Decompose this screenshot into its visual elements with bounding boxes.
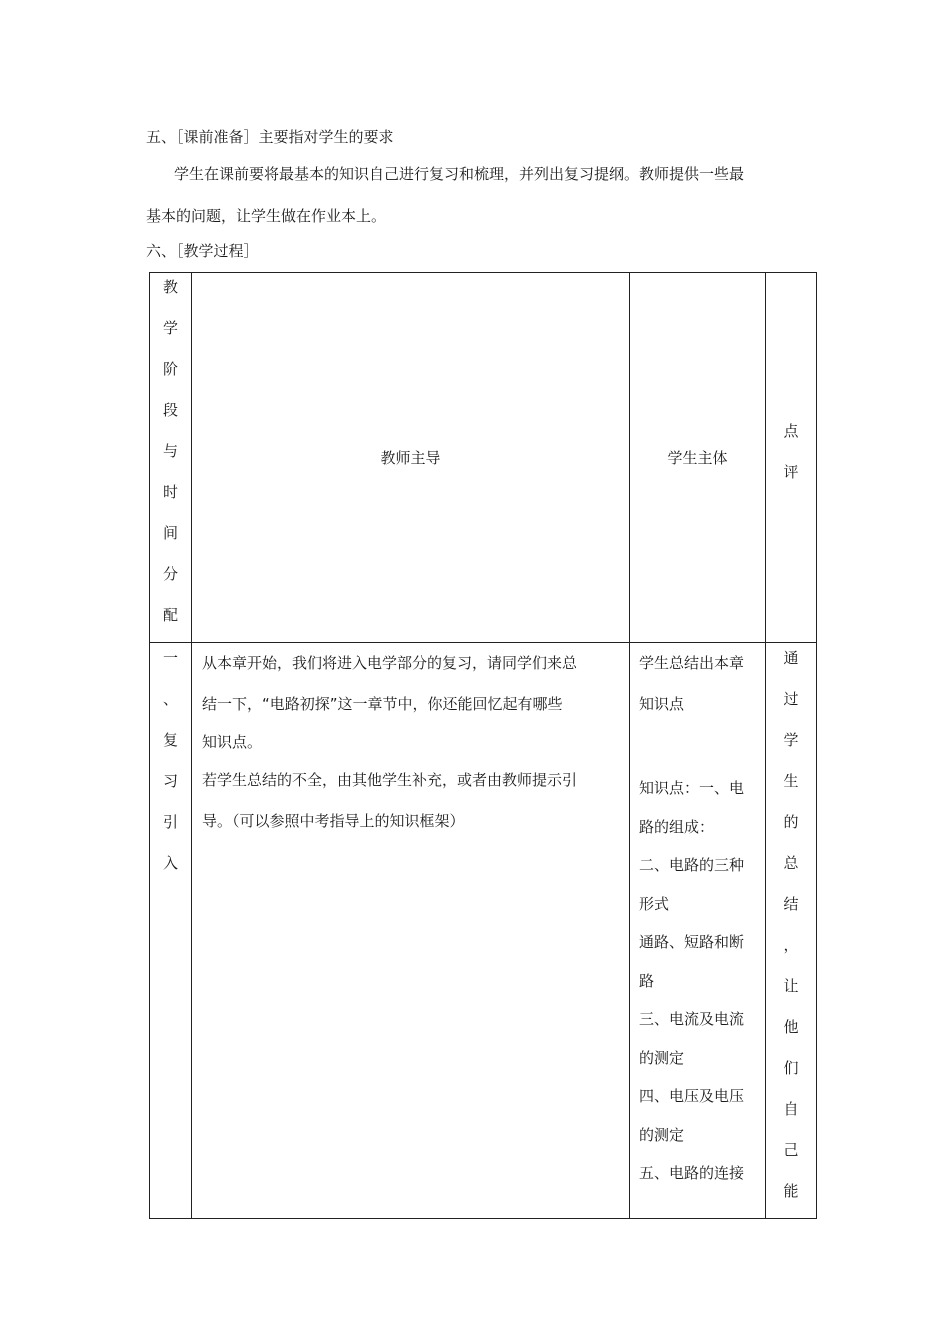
header-comment-cell [766,273,817,643]
comment-char: 生 [783,772,799,790]
section5-heading: 五、［课前准备］主要指对学生的要求 [146,128,394,146]
row1-student-cell [630,643,766,1219]
header-comment-char: 评 [783,462,799,481]
row1-stage-char: 习 [162,772,178,790]
row1-stage-char: 引 [162,813,178,831]
student-text-line: 五、电路的连接 [639,1164,745,1182]
teacher-text-line: 从本章开始，我们将进入电学部分的复习，请同学们来总 [202,654,578,672]
student-text-line: 知识点 [639,695,685,713]
row1-stage-char: 、 [162,690,178,708]
row1-stage-char: 复 [162,731,178,749]
student-text-line: 路 [639,971,655,990]
comment-char: 让 [783,977,799,995]
comment-char: 通 [783,649,799,667]
header-student-label: 学生主体 [667,449,728,467]
student-text-line: 的测定 [639,1048,685,1067]
student-text-line: 知识点：一、电 [639,779,745,797]
comment-char: 的 [783,813,799,831]
header-stage-char: 教 [162,278,178,296]
student-gap [630,725,765,769]
header-student-cell [630,273,766,643]
header-stage-char: 配 [162,606,178,624]
row1-stage-char: 入 [162,854,178,872]
teacher-text-line: 知识点。 [202,733,263,751]
row1-teacher-cell [192,643,630,1219]
comment-char: 自 [783,1100,799,1118]
student-text-line: 的测定 [639,1125,685,1144]
header-stage-char: 间 [162,524,178,542]
row1-stage-cell [150,643,192,1219]
student-text-line: 形式 [639,894,670,913]
comment-char: 总 [783,854,799,872]
table-row [150,643,817,1219]
comment-char: ， [783,936,799,954]
student-text-line: 学生总结出本章 [639,654,745,672]
student-text-line: 二、电路的三种 [639,856,745,874]
comment-char: 能 [783,1182,799,1200]
section6-heading: 六、［教学过程］ [146,242,259,260]
teacher-text-line: 结一下，“电路初探”这一章节中，你还能回忆起有哪些 [202,695,563,713]
table-header-row [150,273,817,643]
teacher-text-line: 导。（可以参照中考指导上的知识框架） [202,812,465,830]
row1-stage-char: 一 [162,649,178,667]
student-text-line: 通路、短路和断 [639,933,745,951]
comment-char: 学 [783,731,799,749]
comment-char: 结 [783,895,799,913]
section5-body-line1: 学生在课前要将最基本的知识自己进行复习和梳理，并列出复习提纲。教师提供一些最 [174,165,745,183]
teacher-text-line: 若学生总结的不全，由其他学生补充，或者由教师提示引 [202,771,578,789]
header-stage-char: 阶 [162,360,178,378]
header-stage-char: 与 [162,442,178,460]
header-stage-char: 学 [162,319,178,337]
comment-char: 他 [783,1018,799,1036]
header-stage-char: 段 [162,401,178,419]
row1-comment-cell [766,643,817,1219]
section5-body-line2: 基本的问题，让学生做在作业本上。 [146,207,387,225]
comment-char: 们 [783,1059,799,1077]
student-text-line: 路的组成： [639,817,715,836]
header-teacher-cell [192,273,630,643]
student-text-line: 三、电流及电流 [639,1010,745,1028]
header-teacher-label: 教师主导 [380,449,441,467]
teaching-process-table [149,272,817,1219]
header-stage-char: 分 [162,565,178,583]
comment-char: 己 [783,1141,799,1159]
header-stage-char: 时 [162,483,178,501]
student-text-line: 四、电压及电压 [639,1087,745,1105]
header-stage-cell [150,273,192,643]
header-comment-char: 点 [783,421,799,440]
comment-char: 过 [783,690,799,708]
